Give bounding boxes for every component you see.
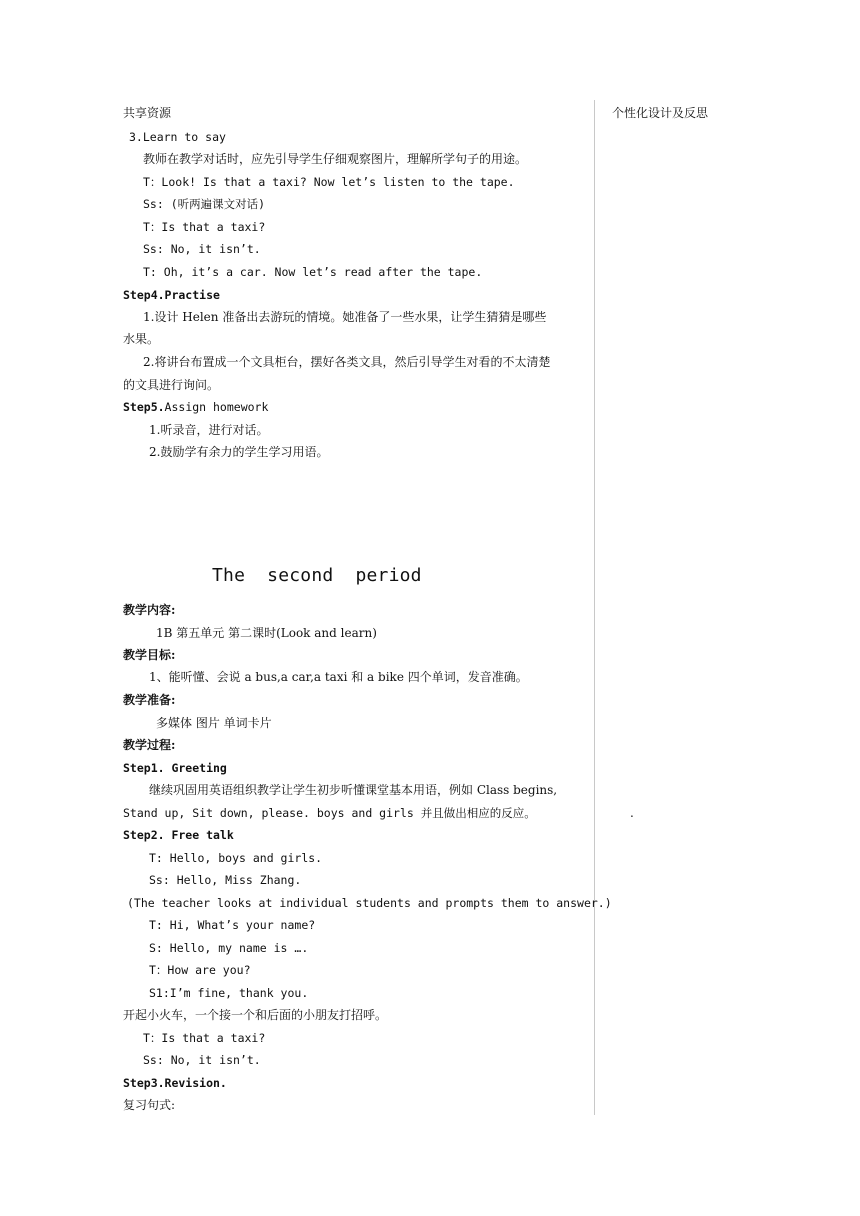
side-column-dot: .: [630, 806, 634, 820]
step4-heading: Step4.Practise: [123, 288, 220, 302]
greeting-text-cont: Stand up, Sit down, please. boys and girls 并且做出相应的反应。: [123, 806, 536, 820]
step1-heading: Step1. Greeting: [123, 761, 227, 775]
column-divider: [594, 100, 595, 1115]
free-talk-line: Ss: Hello, Miss Zhang.: [149, 873, 302, 887]
step5-title: Assign homework: [164, 400, 269, 414]
free-talk-line: T：How are you?: [149, 963, 251, 977]
practise-item: 1.设计 Helen 准备出去游玩的情境。她准备了一些水果，让学生猜猜是哪些: [143, 310, 547, 324]
dialogue-line: Ss: (听两遍课文对话): [143, 197, 266, 211]
learn-to-say-heading: 3.Learn to say: [129, 130, 226, 144]
step2-heading: Step2. Free talk: [123, 828, 234, 842]
practise-item: 2.将讲台布置成一个文具柜台，摆好各类文具，然后引导学生对看的不太清楚: [143, 355, 551, 369]
dialogue-line: T：Is that a taxi?: [143, 220, 266, 234]
step3-heading: Step3.Revision.: [123, 1076, 227, 1090]
free-talk-line: T：Is that a taxi?: [143, 1031, 266, 1045]
dialogue-line: Ss: No, it isn’t.: [143, 242, 261, 256]
side-column-header: 个性化设计及反思: [612, 106, 709, 120]
practise-item-cont: 的文具进行询问。: [123, 378, 220, 392]
process-label: 教学过程:: [123, 738, 176, 752]
practise-item-cont: 水果。: [123, 332, 160, 346]
step5-heading: [123, 400, 268, 414]
greeting-text: 继续巩固用英语组织教学让学生初步听懂课堂基本用语，例如 Class begins,: [149, 783, 558, 797]
free-talk-activity: 开起小火车，一个接一个和后面的小朋友打招呼。: [123, 1008, 388, 1022]
goal-text: 1、能听懂、会说 a bus,a car,a taxi 和 a bike 四个单词，发音准确。: [149, 670, 528, 684]
goal-label: 教学目标:: [123, 648, 176, 662]
dialogue-line: T：Look! Is that a taxi? Now let’s listen to the tape.: [143, 175, 515, 189]
free-talk-line: T: Hi, What’s your name?: [149, 918, 316, 932]
content-text: 1B 第五单元 第二课时(Look and learn): [156, 626, 377, 640]
period-title: The second period: [212, 565, 422, 586]
prep-text: 多媒体 图片 单词卡片: [156, 716, 272, 730]
review-text: 复习句式:: [123, 1098, 176, 1112]
homework-item: 2.鼓励学有余力的学生学习用语。: [149, 445, 329, 459]
teacher-guide-text: 教师在教学对话时，应先引导学生仔细观察图片，理解所学句子的用途。: [143, 152, 528, 166]
free-talk-line: Ss: No, it isn’t.: [143, 1053, 261, 1067]
shared-resources-header: 共享资源: [123, 106, 172, 120]
content-label: 教学内容:: [123, 603, 176, 617]
free-talk-note: (The teacher looks at individual students and prompts them to answer.): [127, 896, 612, 910]
free-talk-line: S: Hello, my name is ….: [149, 941, 309, 955]
prep-label: 教学准备:: [123, 693, 176, 707]
free-talk-line: T: Hello, boys and girls.: [149, 851, 323, 865]
homework-item: 1.听录音，进行对话。: [149, 423, 269, 437]
free-talk-line: S1:I’m fine, thank you.: [149, 986, 309, 1000]
dialogue-line: T: Oh, it’s a car. Now let’s read after the tape.: [143, 265, 483, 279]
step5-label: Step5.: [123, 400, 165, 414]
